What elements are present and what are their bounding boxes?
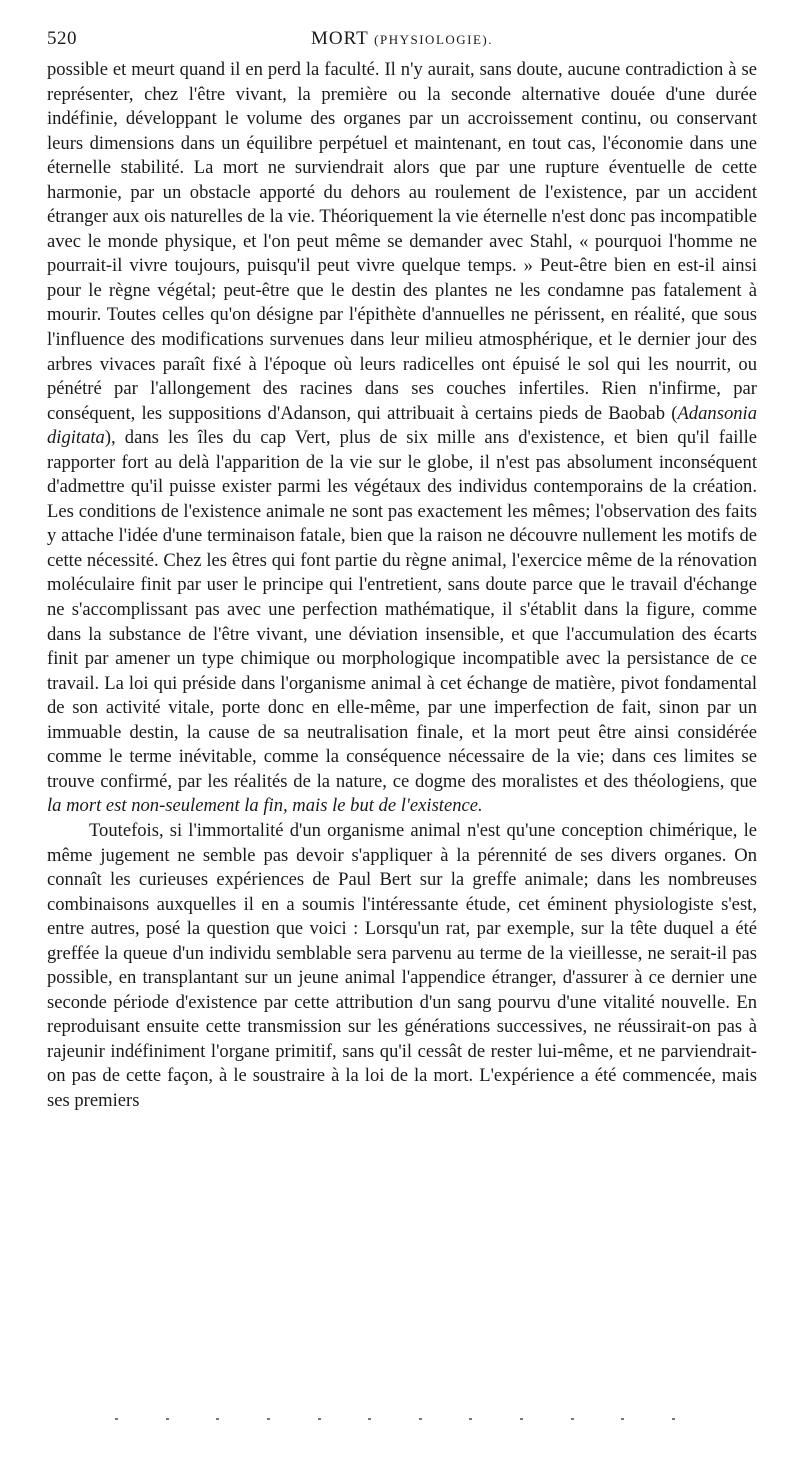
- running-title-subtitle: (PHYSIOLOGIE).: [374, 32, 494, 47]
- footer-mark: [318, 1418, 321, 1420]
- footer-mark: [621, 1418, 624, 1420]
- footer-mark: [166, 1418, 169, 1420]
- body-text: [47, 58, 757, 1114]
- footer-mark: [267, 1418, 270, 1420]
- paragraph-1-text-a: possible et meurt quand il en perd la faculté. Il n'y aurait, sans doute, aucune contradiction à se représenter, chez l'être vivant, la première ou la seconde alternative douée d'une durée indéfinie, développant le volume des organes par un accroissement continu, ou conservant leurs dimensions dans un équilibre perpétuel et maintenant, en tout cas, l'économie dans une éternelle stabilité. La mort ne surviendrait alors que par une rupture éventuelle de cette harmonie, par un obstacle apporté du dehors au roulement de l'existence, par un accident étranger aux ois naturelles de la vie. Théoriquement la vie éternelle n'est donc pas incompatible avec le monde physique, et l'on peut même se demander avec Stahl, « pourquoi l'homme ne pourrait-il vivre toujours, puisqu'il peut vivre quelque temps. » Peut-être bien en est-il ainsi pour le règne végétal; peut-être que le destin des plantes ne les condamne pas fatalement à mourir. Toutes celles qu'on désigne par l'épithète d'annuelles ne périssent, en réalité, que sous l'influence des modifications survenues dans leur milieu atmosphérique, et le dernier jour des arbres vivaces paraît fixé à l'époque où leurs radicelles ont épuisé le sol qui les nourrit, ou pénétré par l'allongement des racines dans ses couches infertiles. Rien n'infirme, par conséquent, les suppositions d'Adanson, qui attribuait à certains pieds de Baobab (: [47, 59, 757, 424]
- footer-mark: [571, 1418, 574, 1420]
- page: [47, 22, 757, 1114]
- paragraph-1-italic-species: Adansonia digitata: [47, 402, 757, 449]
- footer-mark: [216, 1418, 219, 1420]
- footer-mark: [672, 1418, 675, 1420]
- footer-mark: [419, 1418, 422, 1420]
- paragraph-2: Toutefois, si l'immortalité d'un organisme animal n'est qu'une conception chimérique, le même jugement ne semble pas devoir s'appliquer à la pérennité de ses divers organes. On connaît les curieuses expériences de Paul Bert sur la greffe animale; dans les nombreuses combinaisons auxquelles il en a soumis l'intéressante étude, cet éminent physiologiste s'est, entre autres, posé la question que voici : Lorsqu'un rat, par exemple, sur la tête duquel a été greffée la queue d'un individu semblable sera parvenu au terme de la vieillesse, ne serait-il pas possible, en transplantant sur un jeune animal l'appendice étranger, d'assurer à ce dernier une seconde période d'existence par cette attribution d'un sang pourvu d'une vitalité nouvelle. En reproduisant ensuite cette transmission sur les générations successives, ne réussirait-on pas à rajeunir indéfiniment l'organe primitif, sans qu'il cessât de rester lui-même, et ne parviendrait-on pas de cette façon, à le soustraire à la loi de la mort. L'expérience a été commencée, mais ses premiers: [47, 819, 757, 1111]
- paragraph-1-text-b: ), dans les îles du cap Vert, plus de six mille ans d'existence, et bien qu'il faille rapporter fort au delà l'apparition de la vie sur le globe, il n'est pas absolument inconséquent d'admettre qu'il puisse exister parmi les végétaux des individus contemporains de la création. Les conditions de l'existence animale ne sont pas exactement les mêmes; l'observation des faits y attache l'idée d'une terminaison fatale, bien que la raison ne découvre nullement les motifs de cette nécessité. Chez les êtres qui font partie du règne animal, l'exercice même de la rénovation moléculaire finit par user le principe qui l'entretient, sans doute parce que le travail d'échange ne s'accomplissant pas avec une perfection mathématique, il s'établit dans la figure, comme dans la substance de l'être vivant, une déviation insensible, et que l'accumulation des écarts finit par amener un type chimique ou morphologique incompatible avec la persistance de ce travail. La loi qui préside dans l'organisme animal à cet échange de matière, pivot fondamental de son activité vitale, porte donc en elle-même, par une imperfection de fait, sinon par un immuable destin, la cause de sa neutralisation finale, et la mort peut être ainsi considérée comme le terme inévitable, comme la conséquence nécessaire de la vie; dans ces limites se trouve confirmé, par les réalités de la nature, ce dogme des moralistes et des théologiens, que: [47, 427, 757, 792]
- page-header: [47, 22, 757, 58]
- page-number: 520: [47, 28, 77, 49]
- paragraph-1-italic-conclusion: la mort est non-seulement la fin, mais le but de l'existence.: [47, 795, 483, 817]
- footer-mark: [115, 1418, 118, 1420]
- footer-mark: [469, 1418, 472, 1420]
- footer-mark: [520, 1418, 523, 1420]
- footer-mark: [368, 1418, 371, 1420]
- running-title: [47, 28, 757, 50]
- running-title-main: MORT: [310, 28, 369, 49]
- paragraph-1: [47, 58, 757, 819]
- footer-dot-marks: [115, 1418, 675, 1424]
